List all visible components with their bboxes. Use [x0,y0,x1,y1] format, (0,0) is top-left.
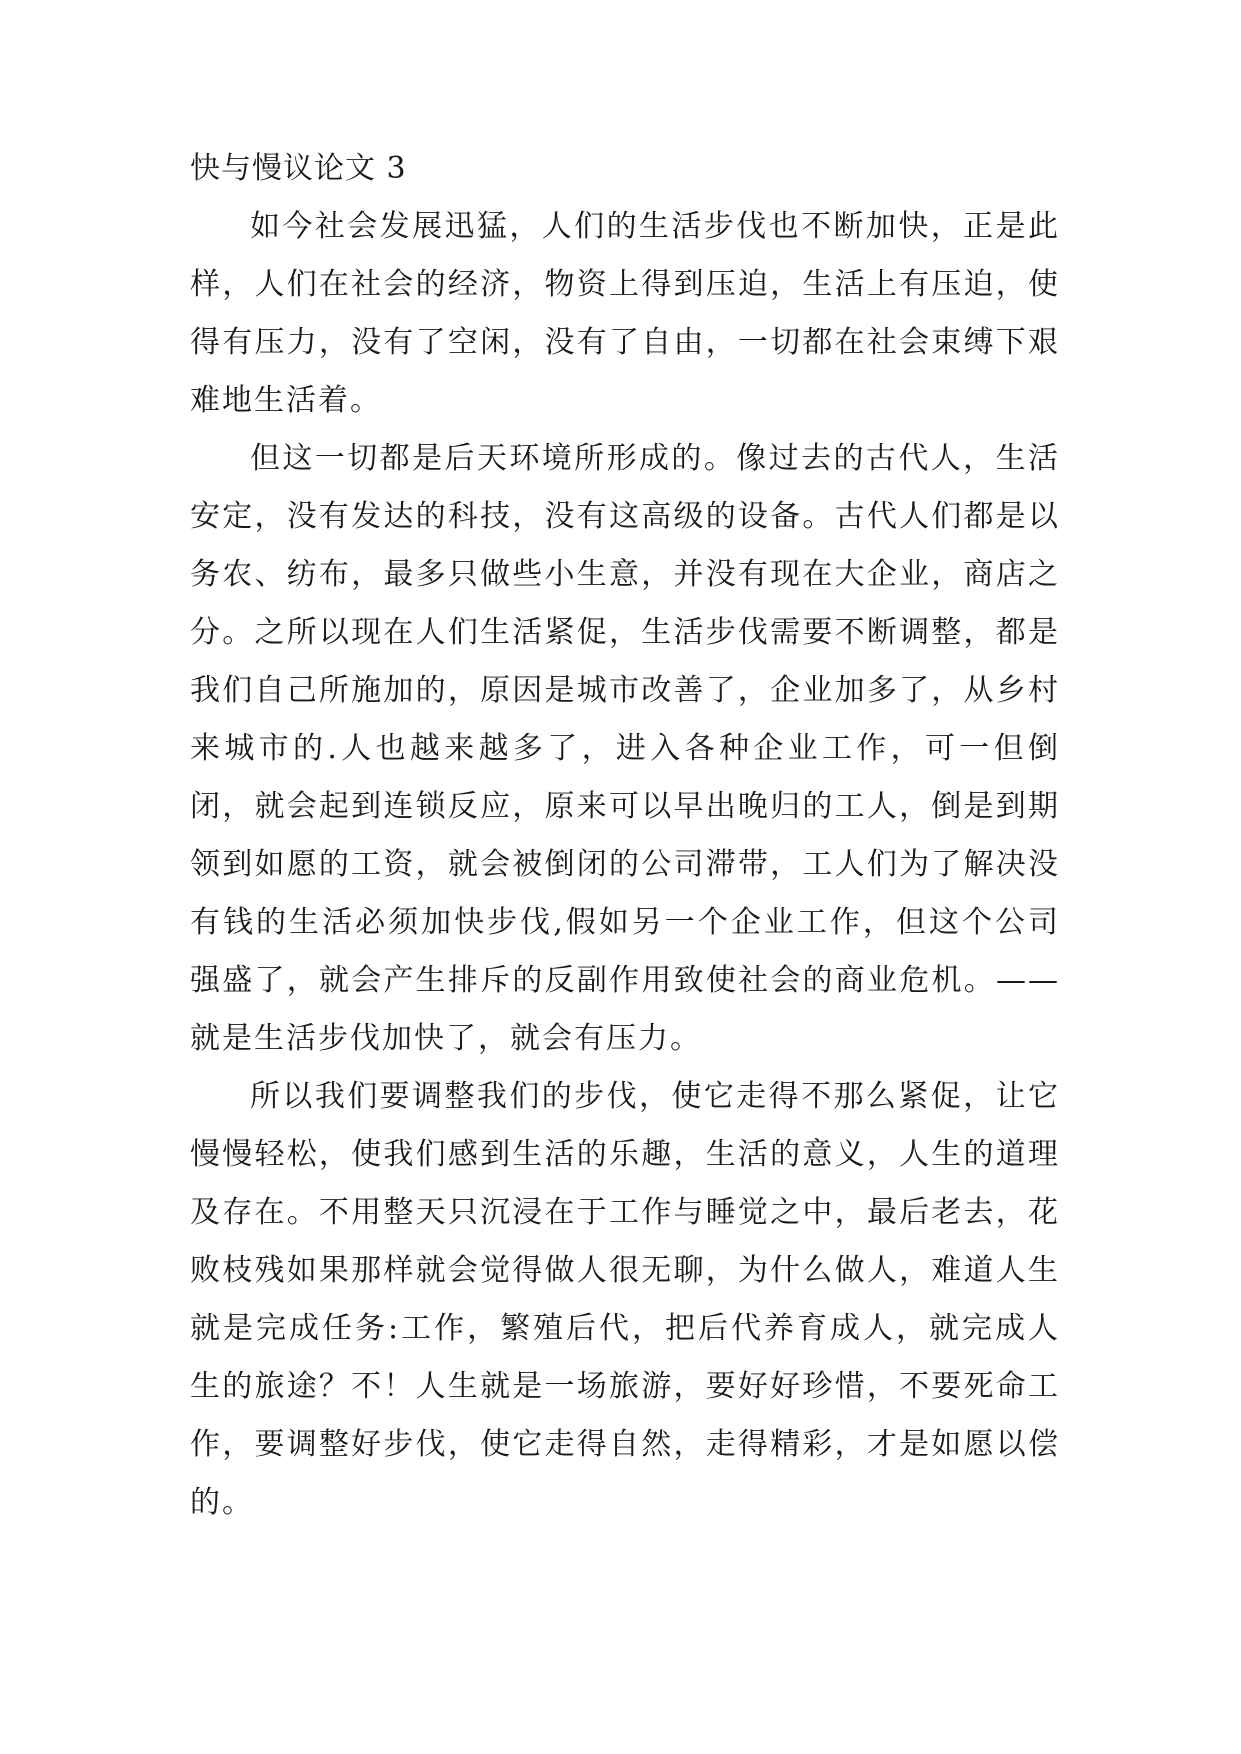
paragraph-3: 所以我们要调整我们的步伐，使它走得不那么紧促，让它慢慢轻松，使我们感到生活的乐趣，生活的意义，人生的道理及存在。不用整天只沉浸在于工作与睡觉之中，最后老去，花败枝残如果那样就会觉得做人很无聊，为什么做人，难道人生就是完成任务:工作，繁殖后代，把后代养育成人，就完成人生的旅途？不！人生就是一场旅游，要好好珍惜，不要死命工作，要调整好步伐，使它走得自然，走得精彩，才是如愿以偿的。 [190,1079,1060,1520]
document-title: 快与慢议论文 3 [190,151,407,186]
paragraph-2: 但这一切都是后天环境所形成的。像过去的古代人，生活安定，没有发达的科技，没有这高级的设备。古代人们都是以务农、纺布，最多只做些小生意，并没有现在大企业，商店之分。之所以现在人们生活紧促，生活步伐需要不断调整，都是我们自己所施加的，原因是城市改善了，企业加多了，从乡村来城市的.人也越来越多了，进入各种企业工作，可一但倒闭，就会起到连锁反应，原来可以早出晚归的工人，倒是到期领到如愿的工资，就会被倒闭的公司滞带，工人们为了解决没有钱的生活必须加快步伐,假如另一个企业工作，但这个公司强盛了，就会产生排斥的反副作用致使社会的商业危机。——就是生活步伐加快了，就会有压力。 [190,441,1060,1056]
document-page [190,140,1060,1532]
paragraph-1: 如今社会发展迅猛，人们的生活步伐也不断加快，正是此样，人们在社会的经济，物资上得到压迫，生活上有压迫，使得有压力，没有了空闲，没有了自由，一切都在社会束缚下艰难地生活着。 [190,209,1060,418]
